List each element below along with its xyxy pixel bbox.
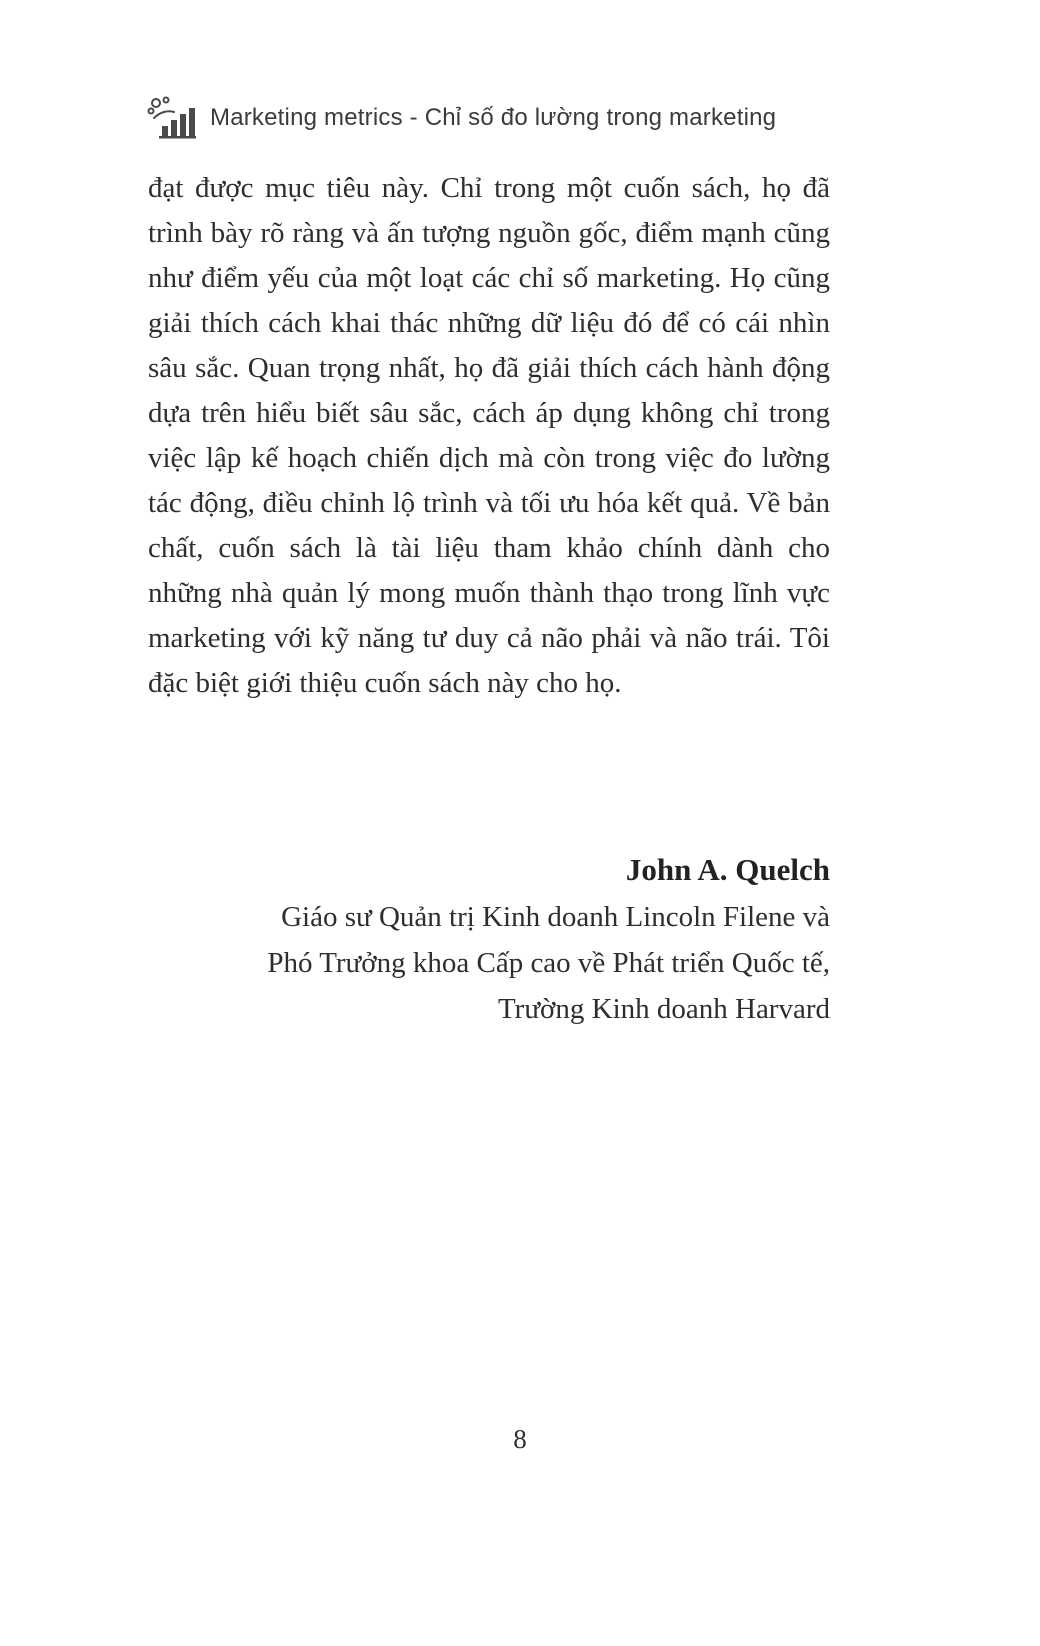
- body-paragraph: đạt được mục tiêu này. Chỉ trong một cuốn sách, họ đã trình bày rõ ràng và ấn tượng nguồn gốc, điểm mạnh cũng như điểm yếu của một loạt các chỉ số marketing. Họ cũng giải thích cách khai thác những dữ liệu đó để có cái nhìn sâu sắc. Quan trọng nhất, họ đã giải thích cách hành động dựa trên hiểu biết sâu sắc, cách áp dụng không chỉ trong việc lập kế hoạch chiến dịch mà còn trong việc đo lường tác động, điều chỉnh lộ trình và tối ưu hóa kết quả. Về bản chất, cuốn sách là tài liệu tham khảo chính dành cho những nhà quản lý mong muốn thành thạo trong lĩnh vực marketing với kỹ năng tư duy cả não phải và não trái. Tôi đặc biệt giới thiệu cuốn sách này cho họ.: [148, 172, 830, 699]
- signature-institution-line: Trường Kinh doanh Harvard: [497, 993, 830, 1025]
- bubbles-bar-chart-icon: [146, 96, 196, 140]
- signature-block: [148, 846, 830, 1032]
- signature-title-line: Giáo sư Quản trị Kinh doanh Lincoln Filene và: [281, 901, 830, 933]
- page-header: [146, 96, 846, 140]
- signature-name: John A. Quelch: [625, 852, 830, 887]
- page-header-title: Marketing metrics - Chỉ số đo lường trong marketing: [210, 104, 777, 131]
- page-number: 8: [513, 1424, 527, 1454]
- signature-title-line: Phó Trưởng khoa Cấp cao về Phát triển Quốc tế,: [267, 947, 830, 979]
